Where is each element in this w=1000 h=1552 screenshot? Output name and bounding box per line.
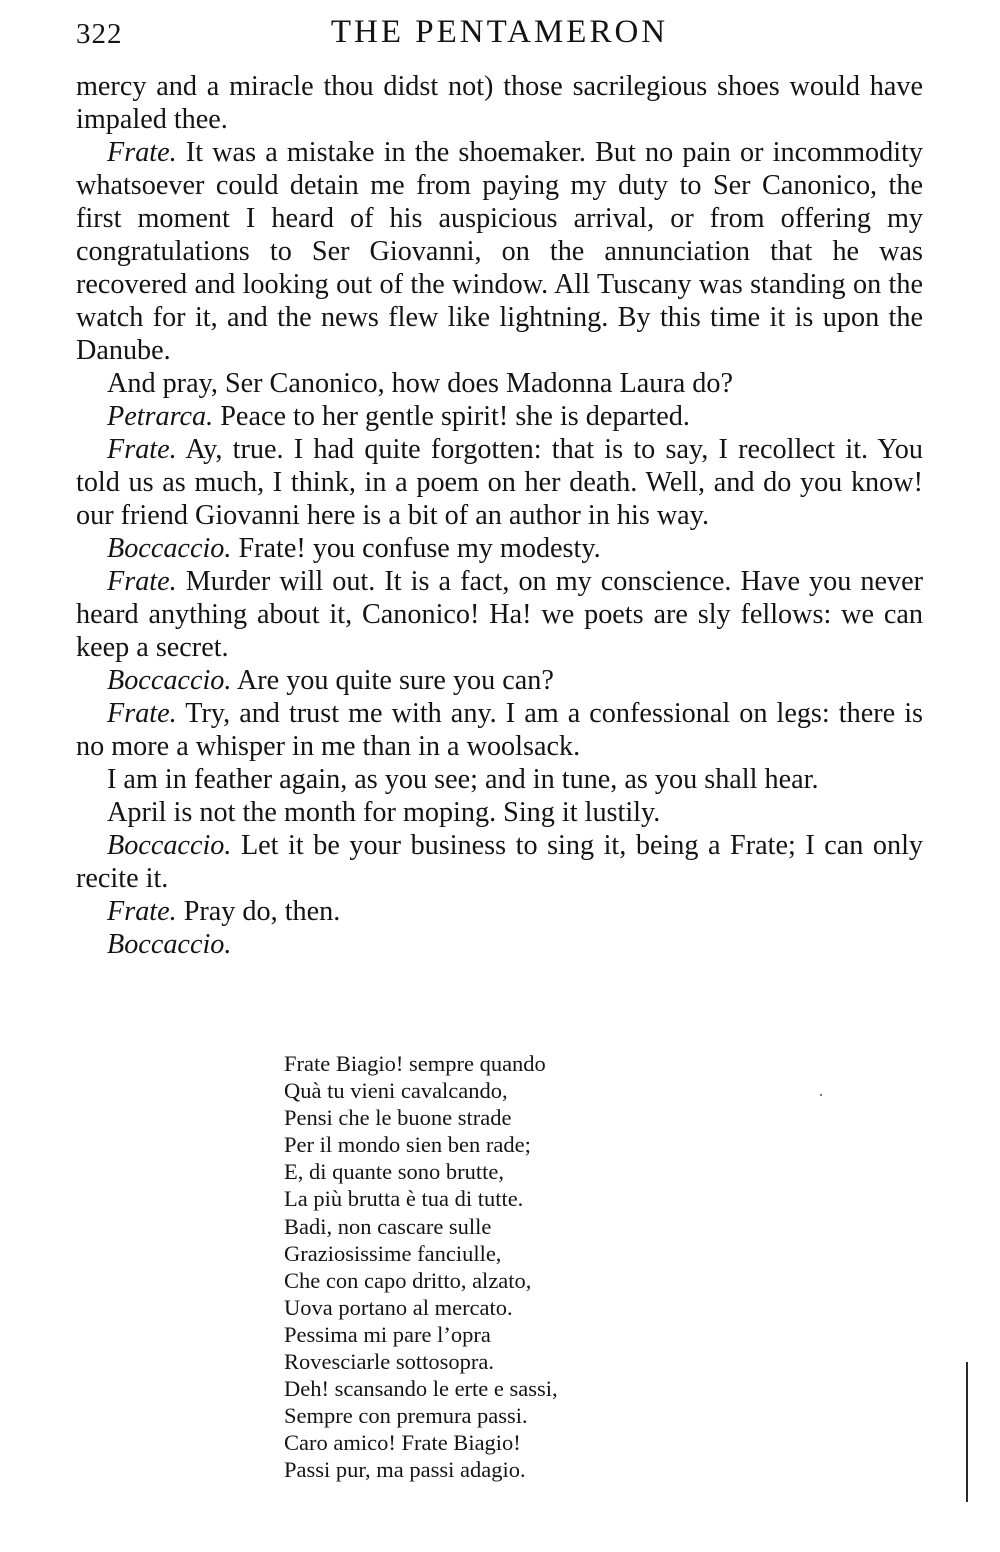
paragraph (76, 400, 923, 433)
paragraph (76, 70, 923, 136)
paragraph (76, 367, 923, 400)
poem (284, 1050, 844, 1484)
running-title: THE PENTAMERON (330, 14, 669, 50)
poem-line: Deh! scansando le erte e sassi, (284, 1376, 558, 1402)
speech-text: I am in feather again, as you see; and in tune, as you shall hear. (107, 764, 819, 795)
paragraph (76, 796, 923, 829)
paragraph (76, 136, 923, 367)
paragraph (76, 928, 923, 961)
paragraph (76, 664, 923, 697)
speaker-name: Frate. (107, 698, 177, 729)
speaker-name: Frate. (107, 896, 177, 927)
speech-text: mercy and a miracle thou didst not) those sacrilegious shoes would have impaled thee. (76, 71, 923, 135)
poem-line: Per il mondo sien ben rade; (284, 1132, 531, 1158)
poem-line: Passi pur, ma passi adagio. (284, 1457, 526, 1483)
poem-line: La più brutta è tua di tutte. (284, 1186, 524, 1212)
speech-text: Ay, true. I had quite forgotten: that is to say, I recollect it. You told us as much, I think, in a poem on her death. Well, and do you know! our friend Giovanni here is a bit of an author in his way. (76, 434, 923, 531)
speech-text: Try, and trust me with any. I am a confessional on legs: there is no more a whisper in me than in a woolsack. (76, 698, 923, 762)
speech-text: Pray do, then. (176, 896, 341, 927)
poem-line: Graziosissime fanciulle, (284, 1240, 502, 1266)
speaker-name: Boccaccio. (107, 830, 232, 861)
paragraph (76, 763, 923, 796)
poem-line: Pessima mi pare l’opra (284, 1321, 491, 1347)
speech-text: Are you quite sure you can? (231, 665, 554, 696)
page-header (76, 14, 923, 54)
paragraph (76, 697, 923, 763)
poem-line: Frate Biagio! sempre quando (284, 1051, 546, 1076)
speaker-name: Frate. (107, 566, 177, 597)
speech-text: Frate! you confuse my modesty. (231, 533, 601, 564)
poem-line: Che con capo dritto, alzato, (284, 1267, 532, 1293)
poem-line: Caro amico! Frate Biagio! (284, 1430, 521, 1456)
poem-line: Sempre con premura passi. (284, 1403, 528, 1429)
margin-rule (966, 1362, 968, 1502)
paragraph (76, 895, 923, 928)
poem-line: Rovesciarle sottosopra. (284, 1349, 494, 1375)
poem-line: Pensi che le buone strade (284, 1105, 512, 1131)
speech-text: April is not the month for moping. Sing it lustily. (107, 797, 661, 828)
scan-speck (820, 1094, 822, 1096)
speech-text: Murder will out. It is a fact, on my conscience. Have you never heard anything about it, Canonico! Ha! we poets are sly fellows: we can keep a secret. (76, 566, 923, 663)
speech-text: Peace to her gentle spirit! she is departed. (213, 401, 690, 432)
paragraph (76, 565, 923, 664)
paragraph (76, 829, 923, 895)
body-text (76, 70, 923, 961)
speaker-name: Frate. (107, 434, 177, 465)
speaker-name: Boccaccio. (107, 929, 232, 960)
paragraph (76, 532, 923, 565)
speaker-name: Frate. (107, 137, 177, 168)
speech-text: Let it be your business to sing it, being a Frate; I can only recite it. (76, 830, 923, 894)
speaker-name: Boccaccio. (107, 533, 232, 564)
poem-line: Quà tu vieni cavalcando, (284, 1078, 508, 1104)
poem-line: Badi, non cascare sulle (284, 1213, 492, 1239)
speaker-name: Petrarca. (107, 401, 214, 432)
speaker-name: Boccaccio. (107, 665, 232, 696)
paragraph (76, 433, 923, 532)
page-number: 322 (76, 18, 123, 50)
poem-line: E, di quante sono brutte, (284, 1159, 504, 1185)
speech-text: It was a mistake in the shoemaker. But no pain or incommodity whatsoever could detain me from paying my duty to Ser Canonico, the first moment I heard of his auspicious arrival, or from offering my congratulations to Ser Giovanni, on the annunciation that he was recovered and looking out of the window. All Tuscany was standing on the watch for it, and the news flew like lightning. By this time it is upon the Danube. (76, 137, 923, 366)
speech-text: And pray, Ser Canonico, how does Madonna Laura do? (107, 368, 733, 399)
poem-line: Uova portano al mercato. (284, 1294, 513, 1320)
